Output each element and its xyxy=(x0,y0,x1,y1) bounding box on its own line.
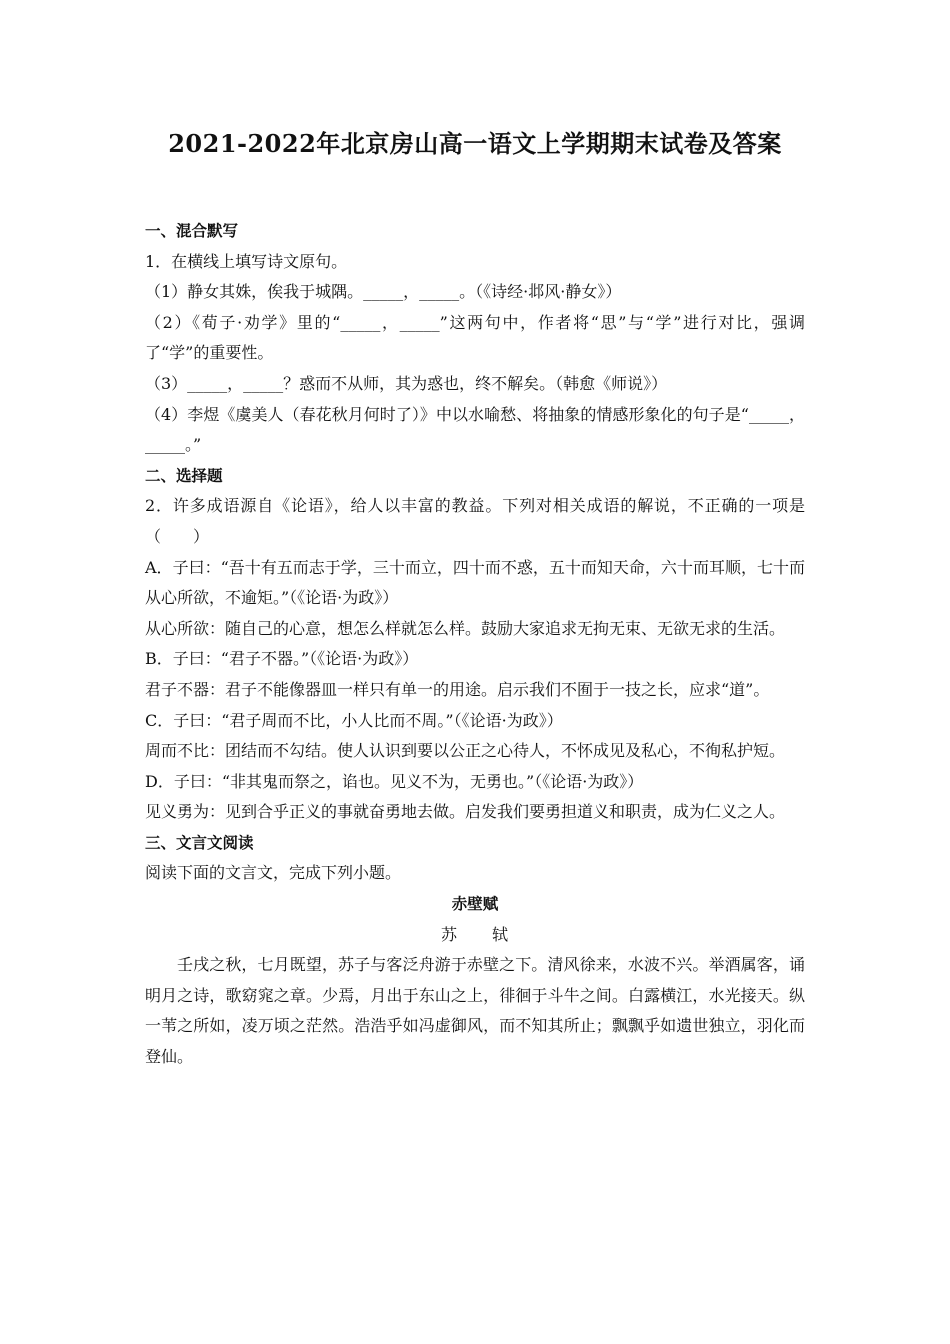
document-body xyxy=(145,216,805,1073)
option-a-explanation: 从心所欲：随自己的心意，想怎么样就怎么样。鼓励大家追求无拘无束、无欲无求的生活。 xyxy=(145,618,786,638)
option-b-explanation: 君子不器：君子不能像器皿一样只有单一的用途。启示我们不囿于一技之长，应求“道”。 xyxy=(145,679,770,699)
section-heading-mixed-dictation: 一、混合默写 xyxy=(145,222,239,240)
question-1-prompt: 1．在横线上填写诗文原句。 xyxy=(145,251,348,271)
passage-title: 赤壁赋 xyxy=(451,895,499,914)
option-d-explanation: 见义勇为：见到合乎正义的事就奋勇地去做。启发我们要勇担道义和职责，成为仁义之人。 xyxy=(145,802,786,822)
question-1-item-3: （3）_____，_____？惑而不从师，其为惑也，终不解矣。（韩愈《师说》） xyxy=(145,373,668,393)
section-heading-multiple-choice: 二、选择题 xyxy=(145,466,223,485)
option-c-explanation: 周而不比：团结而不勾结。使人认识到要以公正之心待人，不怀成见及私心，不徇私护短。 xyxy=(145,741,786,761)
question-1-item-4: （4）李煜《虞美人（春花秋月何时了）》中以水喻愁、将抽象的情感形象化的句子是“_____，_____。” xyxy=(145,404,805,455)
question-1-item-2: （2）《荀子·劝学》里的“_____，_____”这两句中，作者将“思”与“学”进行对比，强调了“学”的重要性。 xyxy=(145,312,805,363)
option-c: C．子曰：“君子周而不比，小人比而不周。”（《论语·为政》） xyxy=(145,710,563,730)
question-1-item-1: （1）静女其姝，俟我于城隅。_____，_____。（《诗经·邶风·静女》） xyxy=(145,282,622,302)
option-a: A．子曰：“吾十有五而志于学，三十而立，四十而不惑，五十而知天命，六十而耳顺，七十而从心所欲，不逾矩。”（《论语·为政》） xyxy=(145,557,805,608)
section-heading-classical-reading: 三、文言文阅读 xyxy=(145,833,254,852)
passage-paragraph-1: 壬戌之秋，七月既望，苏子与客泛舟游于赤壁之下。清风徐来，水波不兴。举酒属客，诵明月之诗，歌窈窕之章。少焉，月出于东山之上，徘徊于斗牛之间。白露横江，水光接天。纵一苇之所如，凌万顷之茫然。浩浩乎如冯虚御风，而不知其所止；飘飘乎如遗世独立，羽化而登仙。 xyxy=(145,955,805,1067)
question-2-prompt: 2．许多成语源自《论语》，给人以丰富的教益。下列对相关成语的解说，不正确的一项是（ ） xyxy=(145,496,805,546)
document-title: 2021-2022年北京房山高一语文上学期期末试卷及答案 xyxy=(168,129,782,158)
option-d: D．子曰：“非其鬼而祭之，谄也。见义不为，无勇也。”（《论语·为政》） xyxy=(145,771,644,791)
option-b: B．子曰：“君子不器。”（《论语·为政》） xyxy=(145,649,419,669)
reading-instructions: 阅读下面的文言文，完成下列小题。 xyxy=(145,863,402,883)
passage-author: 苏 轼 xyxy=(440,924,509,944)
